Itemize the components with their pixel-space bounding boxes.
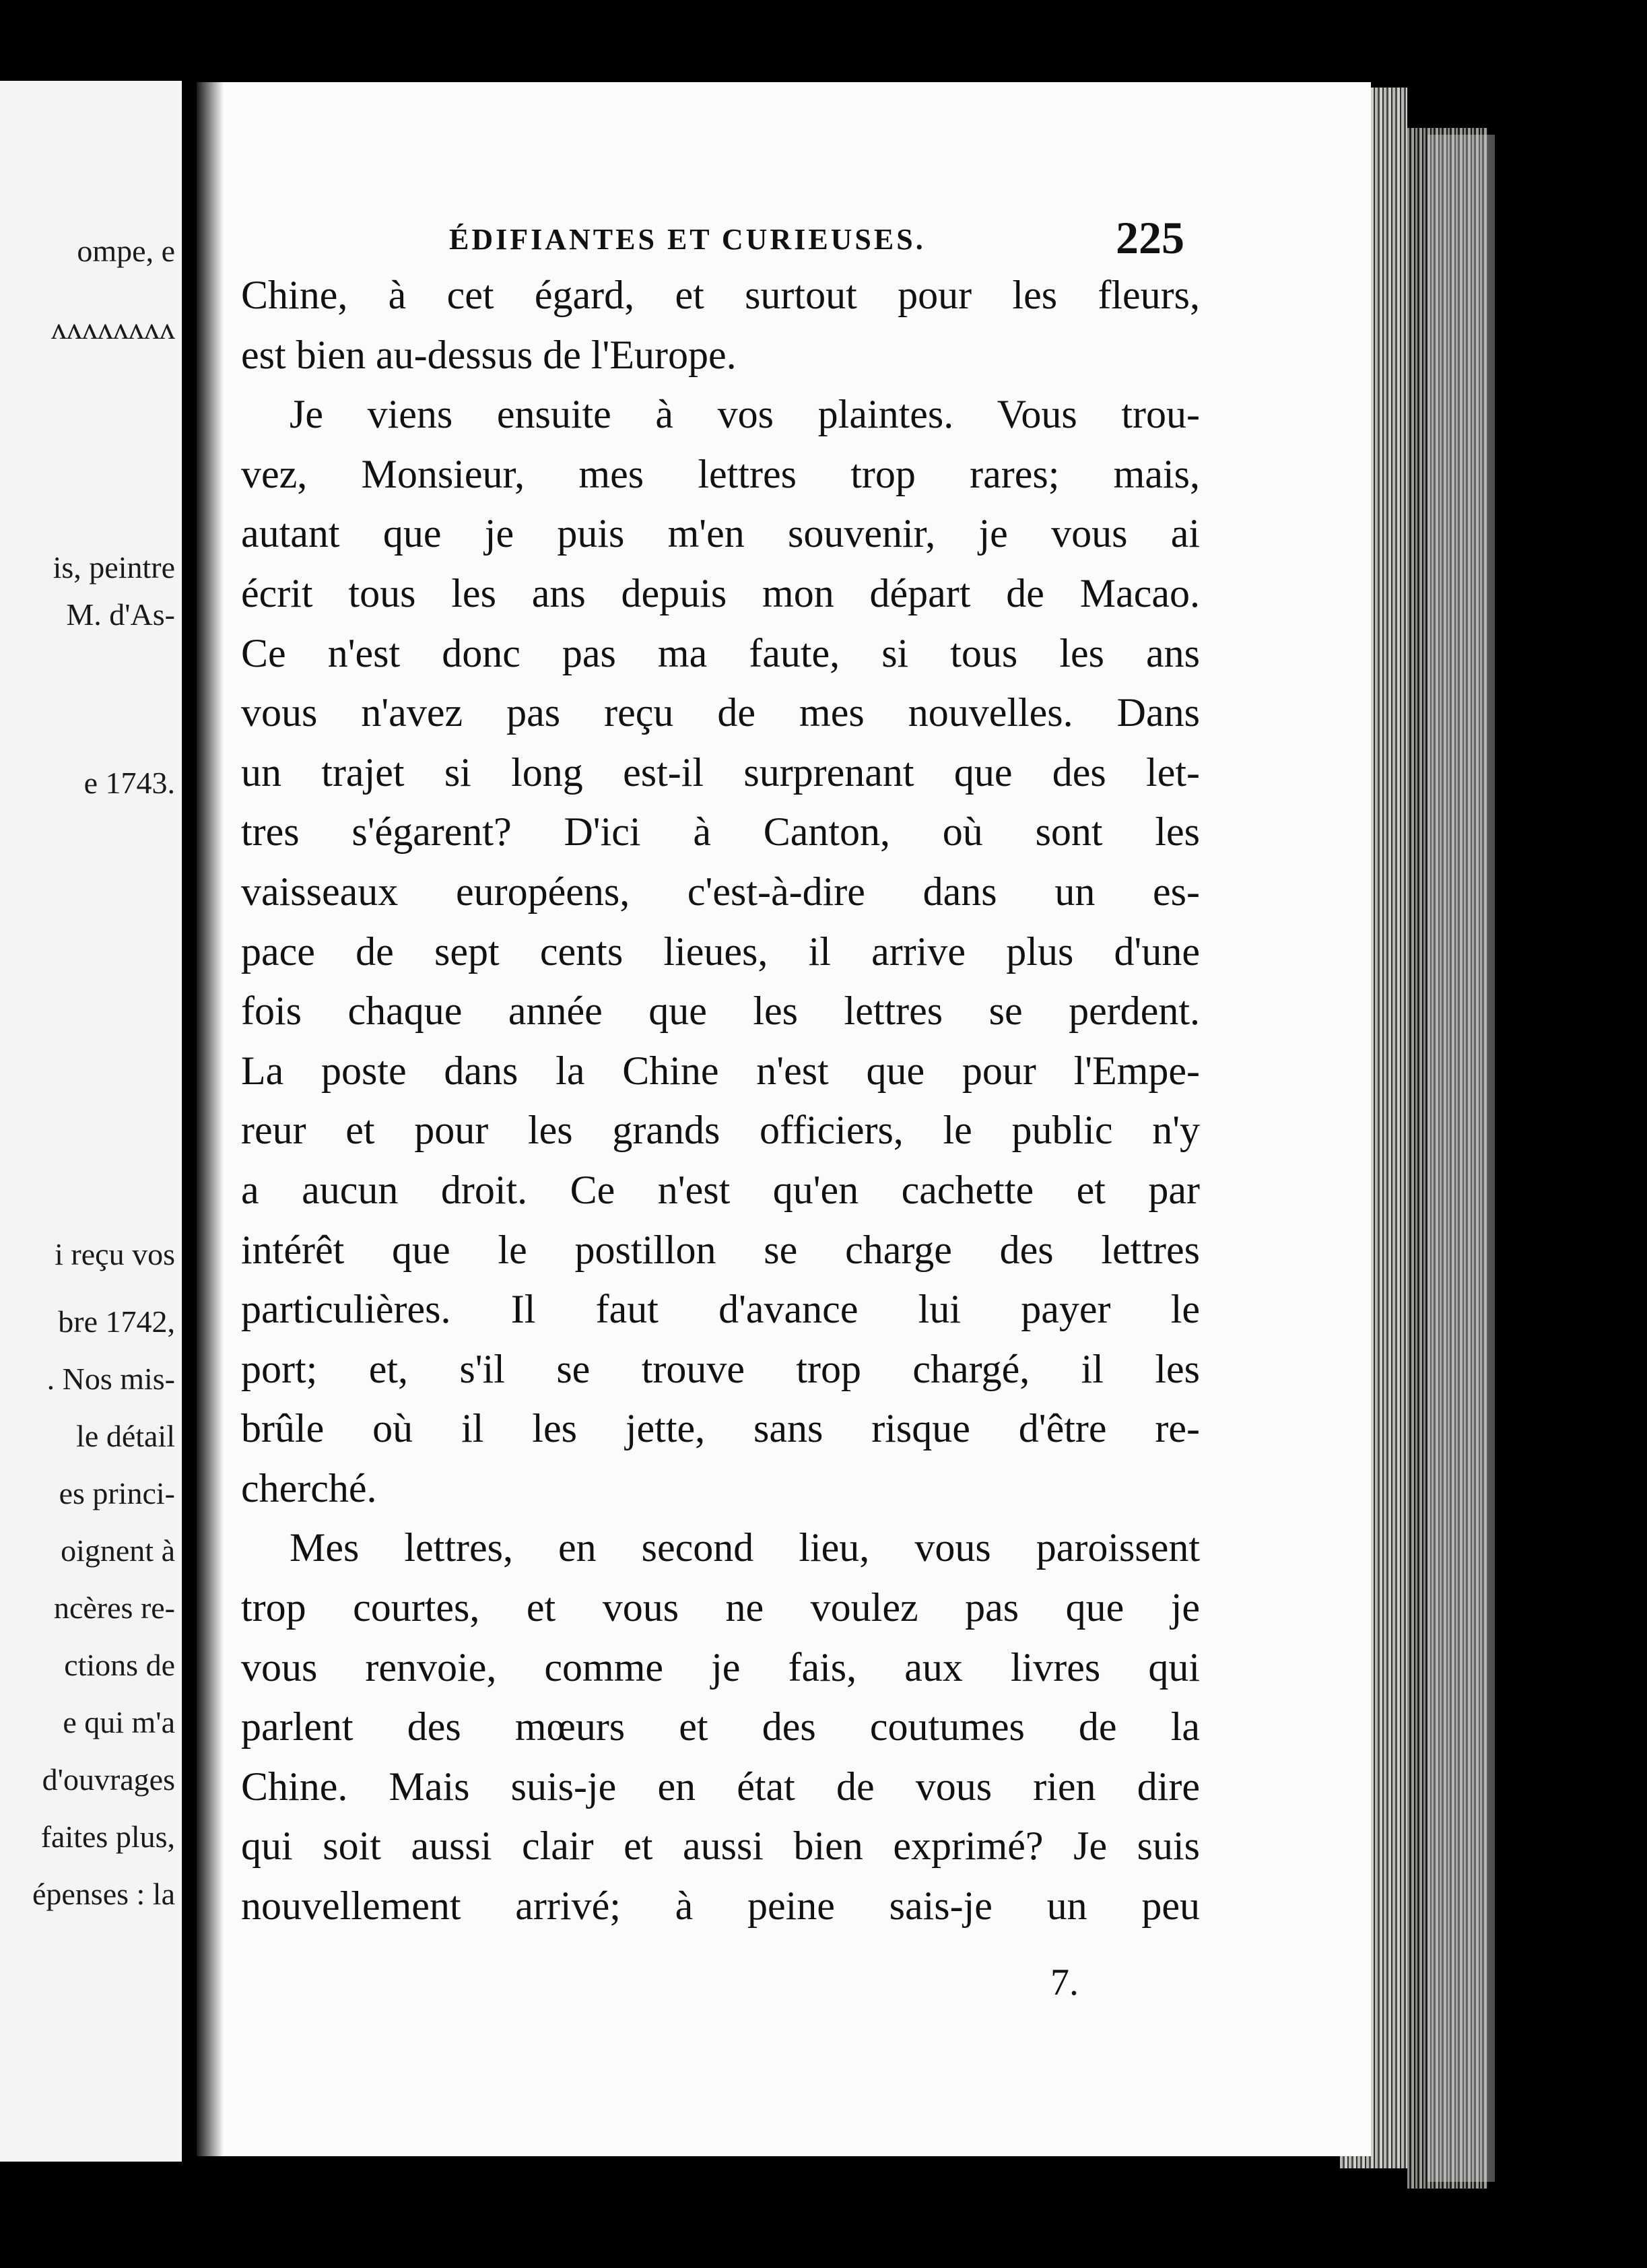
left-fragment: es princi-: [59, 1476, 175, 1510]
text-line: vaisseaux européens, c'est-à-dire dans un es-: [241, 869, 1200, 914]
text-line: fois chaque année que les lettres se perdent.: [241, 989, 1200, 1034]
text-line: qui soit aussi clair et aussi bien exprimé? Je suis: [241, 1824, 1200, 1869]
left-fragment: ctions de: [64, 1648, 175, 1682]
left-fragment: e qui m'a: [63, 1705, 175, 1739]
text-line: Mes lettres, en second lieu, vous paroissent: [290, 1525, 1200, 1570]
text-line: brûle où il les jette, sans risque d'être re-: [241, 1406, 1200, 1451]
left-fragment: ncères re-: [53, 1591, 175, 1625]
left-fragment: . Nos mis-: [46, 1362, 175, 1396]
left-fragment: le détail: [76, 1419, 175, 1453]
left-fragment: e 1743.: [83, 766, 175, 800]
text-line: parlent des mœurs et des coutumes de la: [241, 1704, 1200, 1749]
text-line: port; et, s'il se trouve trop chargé, il les: [241, 1346, 1200, 1391]
left-fragment: is, peintre: [53, 550, 175, 585]
book-page: [197, 82, 1371, 2156]
text-line: particulières. Il faut d'avance lui payer le: [241, 1287, 1200, 1332]
left-fragment: ʌʌʌʌʌʌʌʌ: [51, 311, 175, 345]
left-fragment: d'ouvrages: [42, 1762, 175, 1797]
text-line: intérêt que le postillon se charge des lettres: [241, 1227, 1200, 1272]
text-line: tres s'égarent? D'ici à Canton, où sont les: [241, 809, 1200, 855]
previous-page-fragment: [0, 81, 182, 2162]
left-fragment: bre 1742,: [58, 1304, 175, 1339]
left-fragment: i reçu vos: [55, 1237, 175, 1271]
text-line: est bien au-dessus de l'Europe.: [241, 332, 737, 377]
running-header: [197, 209, 1371, 269]
left-fragment: épenses : la: [32, 1877, 175, 1911]
signature-mark: 7.: [1050, 1962, 1079, 2003]
page-number: 225: [1116, 212, 1184, 263]
text-line: pace de sept cents lieues, il arrive plus d'une: [241, 929, 1200, 974]
text-line: Je viens ensuite à vos plaintes. Vous trou-: [290, 392, 1200, 437]
text-line: a aucun droit. Ce n'est qu'en cachette et par: [241, 1167, 1200, 1212]
page-gutter: [197, 82, 224, 2156]
text-line: vez, Monsieur, mes lettres trop rares; mais,: [241, 451, 1200, 496]
text-line: Chine, à cet égard, et surtout pour les fleurs,: [241, 273, 1200, 317]
text-line: vous n'avez pas reçu de mes nouvelles. Dans: [241, 690, 1200, 735]
left-fragment: faites plus,: [40, 1820, 175, 1854]
left-fragment: oignent à: [61, 1533, 175, 1568]
text-line: Chine. Mais suis-je en état de vous rien dire: [241, 1764, 1200, 1809]
running-title: ÉDIFIANTES ET CURIEUSES.: [449, 223, 926, 256]
text-line: La poste dans la Chine n'est que pour l'Empe-: [241, 1048, 1200, 1093]
text-line: trop courtes, et vous ne voulez pas que je: [241, 1585, 1200, 1630]
left-fragment: ompe, e: [77, 234, 175, 268]
text-line: autant que je puis m'en souvenir, je vous ai: [241, 511, 1200, 556]
text-line: reur et pour les grands officiers, le public n'y: [241, 1108, 1200, 1153]
text-line: écrit tous les ans depuis mon départ de Macao.: [241, 570, 1200, 615]
text-line: cherché.: [241, 1465, 377, 1510]
body-text: [241, 265, 1200, 1936]
page-edges-sheen: [1427, 135, 1495, 2182]
left-fragment: M. d'As-: [66, 597, 175, 632]
text-line: vous renvoie, comme je fais, aux livres qui: [241, 1644, 1200, 1690]
text-line: Ce n'est donc pas ma faute, si tous les ans: [241, 630, 1200, 675]
text-line: un trajet si long est-il surprenant que des let-: [241, 749, 1200, 795]
text-line: nouvellement arrivé; à peine sais-je un peu: [241, 1883, 1200, 1929]
